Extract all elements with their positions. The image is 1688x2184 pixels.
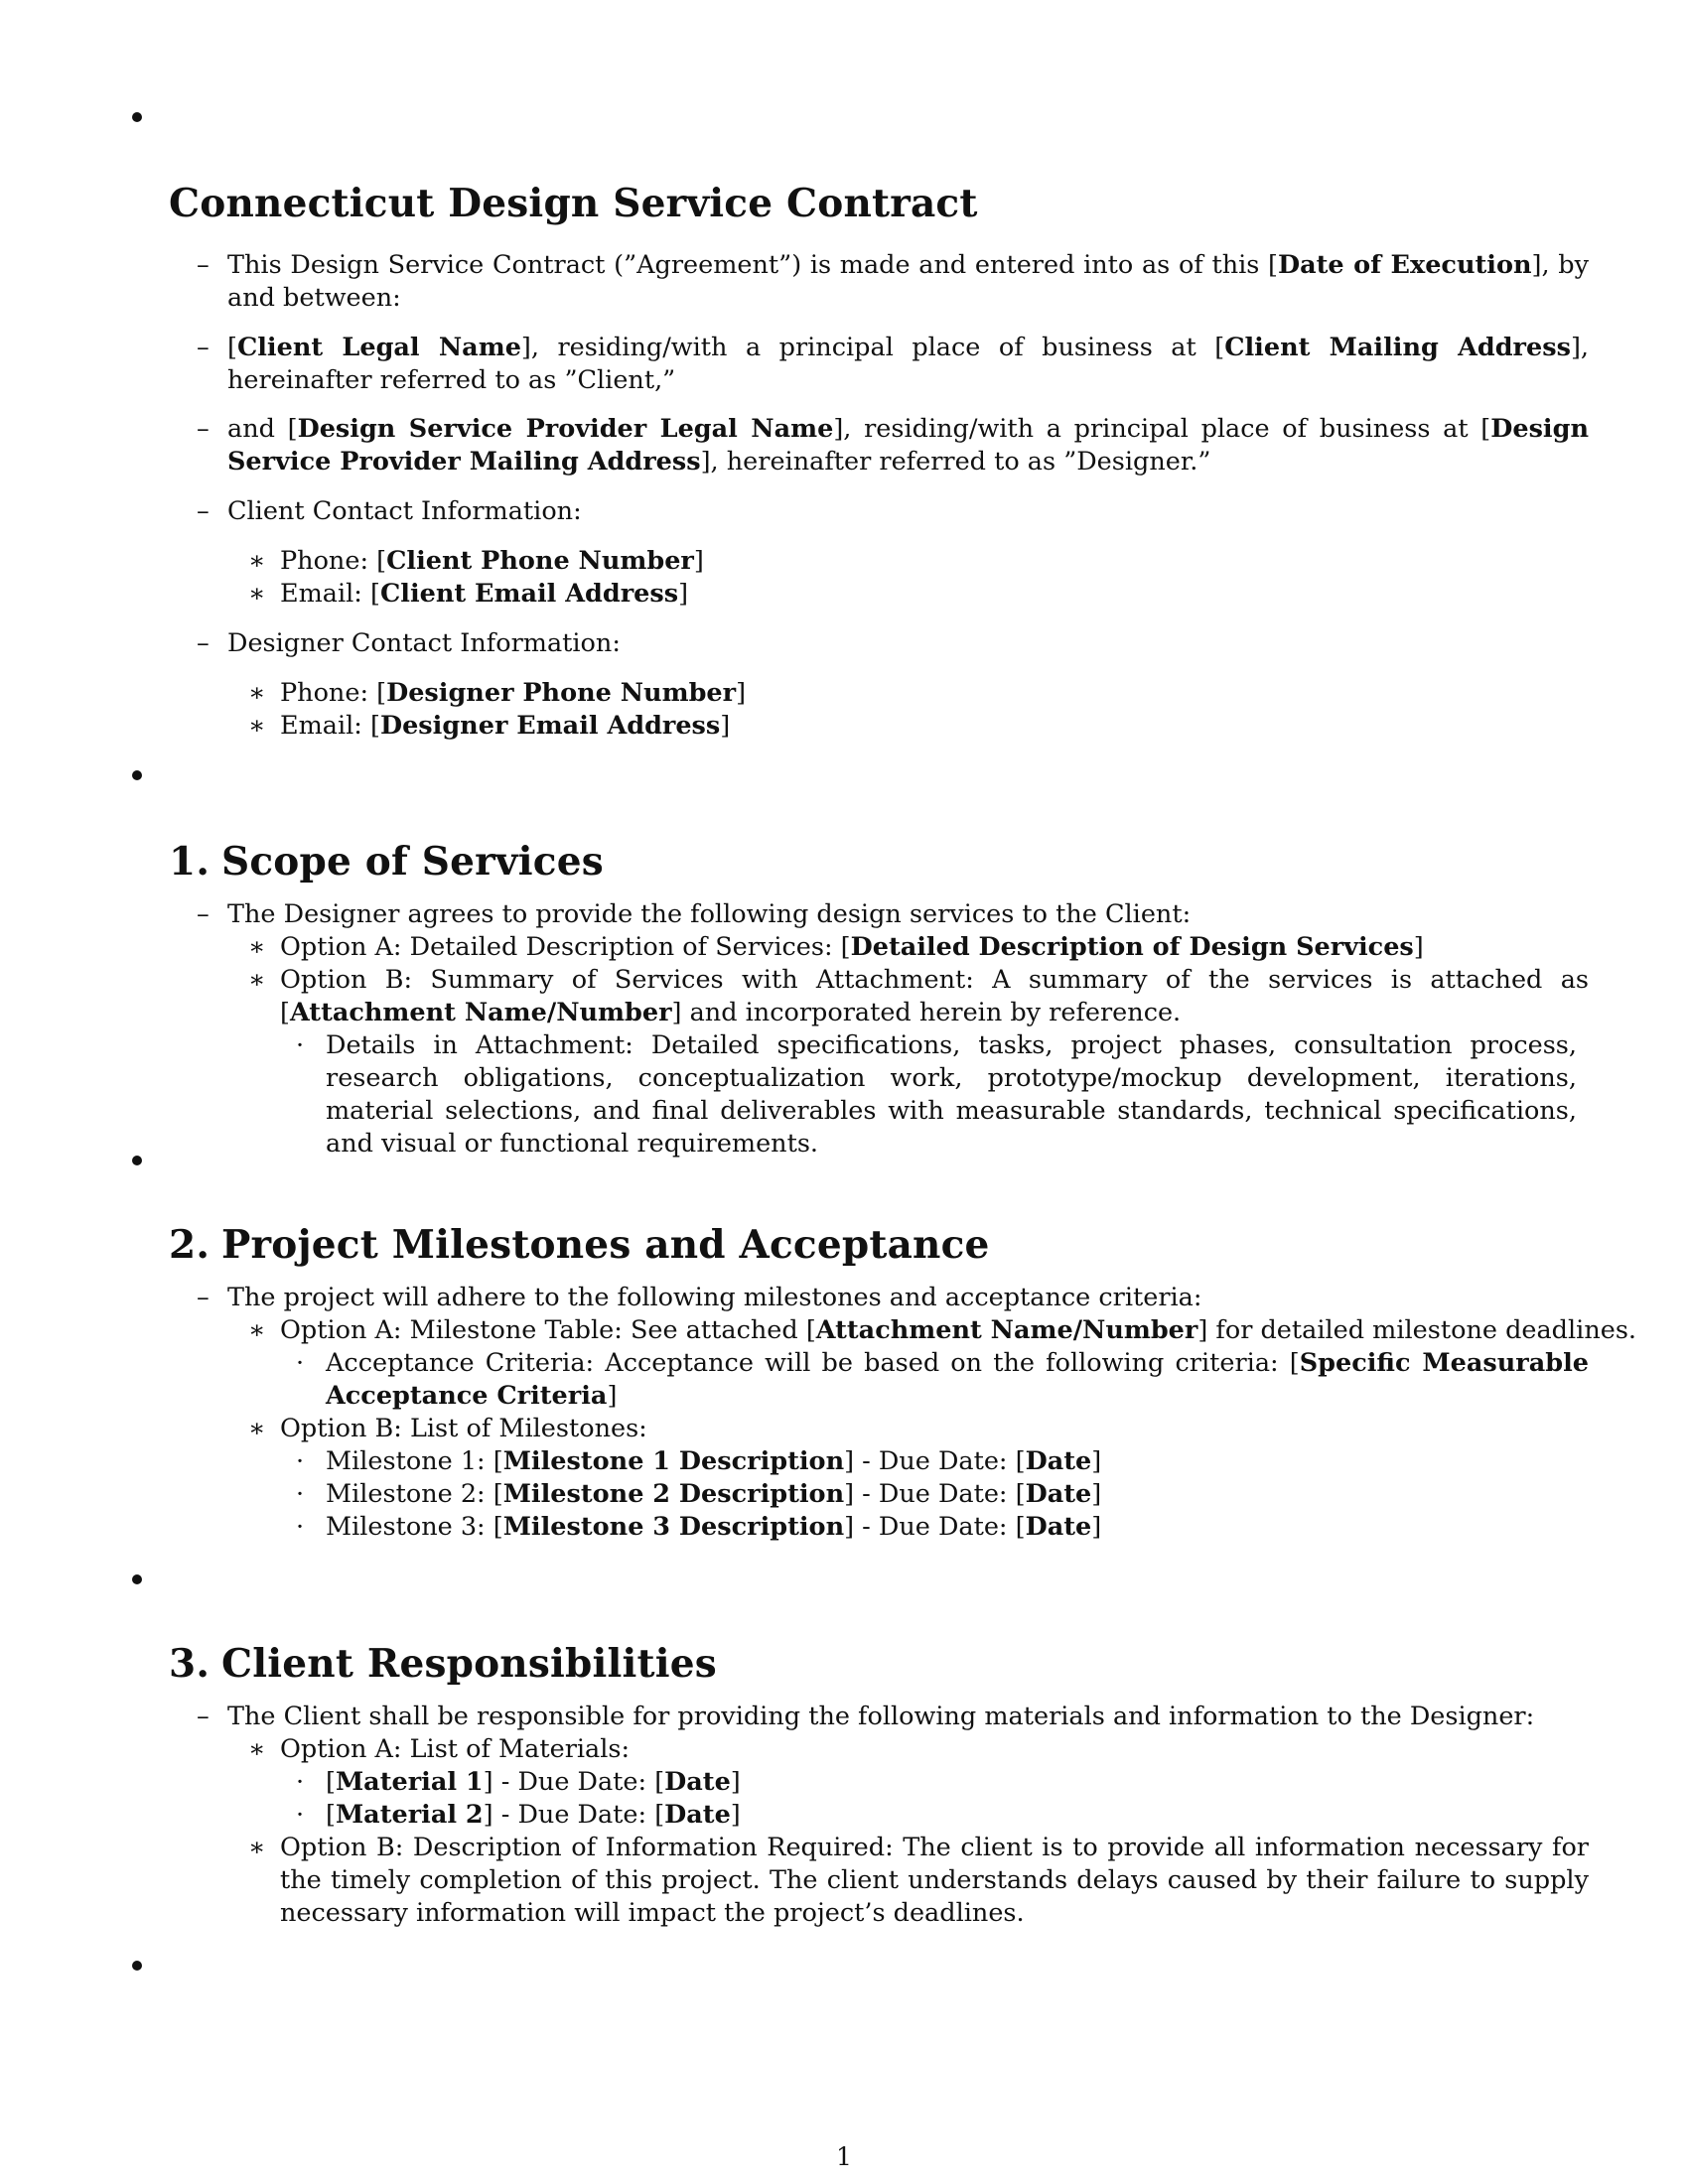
date-field: Date [1025,1479,1092,1509]
designer-legal-name-field: Design Service Provider Legal Name [297,414,834,444]
agreement-intro: This Design Service Contract (”Agreement”) is made and entered into as of this [Date of Execution], by and between: [227,250,1589,313]
attachment-name-field: Attachment Name/Number [289,998,672,1027]
star-marker: ∗ [248,546,266,576]
client-legal-name-field: Client Legal Name [236,333,521,362]
dot-marker: · [296,1446,305,1476]
attachment-name-field: Attachment Name/Number [815,1315,1198,1345]
scope-option-a: Option A: Detailed Description of Services: [Detailed Description of Design Services] [280,932,1424,962]
client-contact-label: Client Contact Information: [227,496,582,526]
section-heading-milestones: 2. Project Milestones and Acceptance [169,1222,990,1268]
acceptance-criteria-field: Specific Measurable Acceptance Criteria [326,1348,1589,1411]
list-bullet [132,1961,142,1971]
section-heading-client-responsibilities: 3. Client Responsibilities [169,1641,717,1687]
client-phone: Phone: [Client Phone Number] [280,546,704,576]
client-mailing-address-field: Client Mailing Address [1224,333,1571,362]
section-heading-scope: 1. Scope of Services [169,839,604,885]
dot-marker: · [296,1348,305,1378]
list-bullet [132,1156,142,1165]
list-bullet [132,1574,142,1584]
responsibilities-option-a: Option A: List of Materials: [280,1734,631,1764]
milestone-description-field: Milestone 3 Description [502,1512,845,1542]
list-item: Milestone 2: [Milestone 2 Description] - Due Date: [Date] [326,1479,1102,1509]
date-field: Date [664,1767,731,1797]
milestones-option-a: Option A: Milestone Table: See attached [Attachment Name/Number] for detailed milestone deadlines. [280,1315,1637,1345]
list-item: Milestone 1: [Milestone 1 Description] - Due Date: [Date] [326,1446,1102,1476]
designer-email-field: Designer Email Address [379,711,721,741]
designer-contact-label: Designer Contact Information: [227,628,621,658]
dash-marker: – [197,628,210,658]
dash-marker: – [197,899,210,929]
star-marker: ∗ [248,965,266,995]
page-number: 1 [836,2142,852,2171]
detailed-description-field: Detailed Description of Design Services [850,932,1414,962]
date-of-execution-field: Date of Execution [1278,250,1532,280]
client-email: Email: [Client Email Address] [280,579,689,609]
milestones-option-b: Option B: List of Milestones: [280,1414,647,1443]
designer-phone-field: Designer Phone Number [386,678,737,708]
dot-marker: · [296,1767,305,1797]
scope-lead: The Designer agrees to provide the following design services to the Client: [227,899,1192,929]
designer-party: and [Design Service Provider Legal Name], residing/with a principal place of business at [Design Service Provider Mailing Address], hereinafter referred to as ”Designer.” [227,414,1589,477]
star-marker: ∗ [248,1414,266,1443]
client-email-field: Client Email Address [379,579,679,609]
list-bullet [132,112,142,122]
scope-details: Details in Attachment: Detailed specifications, tasks, project phases, consultation process, research obligations, conceptualization work, prototype/mockup development, iterations, material selections, and final deliverables with measurable standards, technical specifications, and visual or functional requirements. [326,1030,1577,1159]
milestones-lead: The project will adhere to the following milestones and acceptance criteria: [227,1283,1202,1312]
dash-marker: – [197,1702,210,1731]
dot-marker: · [296,1479,305,1509]
client-phone-field: Client Phone Number [386,546,694,576]
list-item: [Material 1] - Due Date: [Date] [326,1767,741,1797]
client-party: [Client Legal Name], residing/with a principal place of business at [Client Mailing Address], hereinafter referred to as ”Client,” [227,333,1589,395]
dash-marker: – [197,414,210,444]
designer-mailing-address-field: Design Service Provider Mailing Address [227,414,1589,477]
milestone-description-field: Milestone 2 Description [502,1479,845,1509]
list-item: Milestone 3: [Milestone 3 Description] - Due Date: [Date] [326,1512,1102,1542]
star-marker: ∗ [248,1734,266,1764]
dash-marker: – [197,333,210,362]
material-name-field: Material 2 [335,1800,484,1830]
scope-option-b: Option B: Summary of Services with Attachment: A summary of the services is attached as [Attachment Name/Number] and incorporated herein by reference. [280,965,1589,1027]
star-marker: ∗ [248,932,266,962]
date-field: Date [1025,1446,1092,1476]
dot-marker: · [296,1512,305,1542]
star-marker: ∗ [248,1833,266,1862]
dash-marker: – [197,1283,210,1312]
dot-marker: · [296,1030,305,1060]
dot-marker: · [296,1800,305,1830]
list-bullet [132,770,142,780]
date-field: Date [1025,1512,1092,1542]
designer-phone: Phone: [Designer Phone Number] [280,678,747,708]
star-marker: ∗ [248,579,266,609]
designer-email: Email: [Designer Email Address] [280,711,731,741]
responsibilities-lead: The Client shall be responsible for providing the following materials and information to the Designer: [227,1702,1535,1731]
dash-marker: – [197,496,210,526]
acceptance-criteria: Acceptance Criteria: Acceptance will be based on the following criteria: [Specific Measurable Acceptance Criteria] [326,1348,1589,1411]
milestone-description-field: Milestone 1 Description [502,1446,845,1476]
document-title: Connecticut Design Service Contract [169,181,978,226]
material-name-field: Material 1 [335,1767,484,1797]
star-marker: ∗ [248,678,266,708]
date-field: Date [664,1800,731,1830]
star-marker: ∗ [248,711,266,741]
list-item: [Material 2] - Due Date: [Date] [326,1800,741,1830]
responsibilities-option-b: Option B: Description of Information Required: The client is to provide all information necessary for the timely completion of this project. The client understands delays caused by their failure to supply necessary information will impact the project’s deadlines. [280,1833,1589,1928]
star-marker: ∗ [248,1315,266,1345]
dash-marker: – [197,250,210,280]
